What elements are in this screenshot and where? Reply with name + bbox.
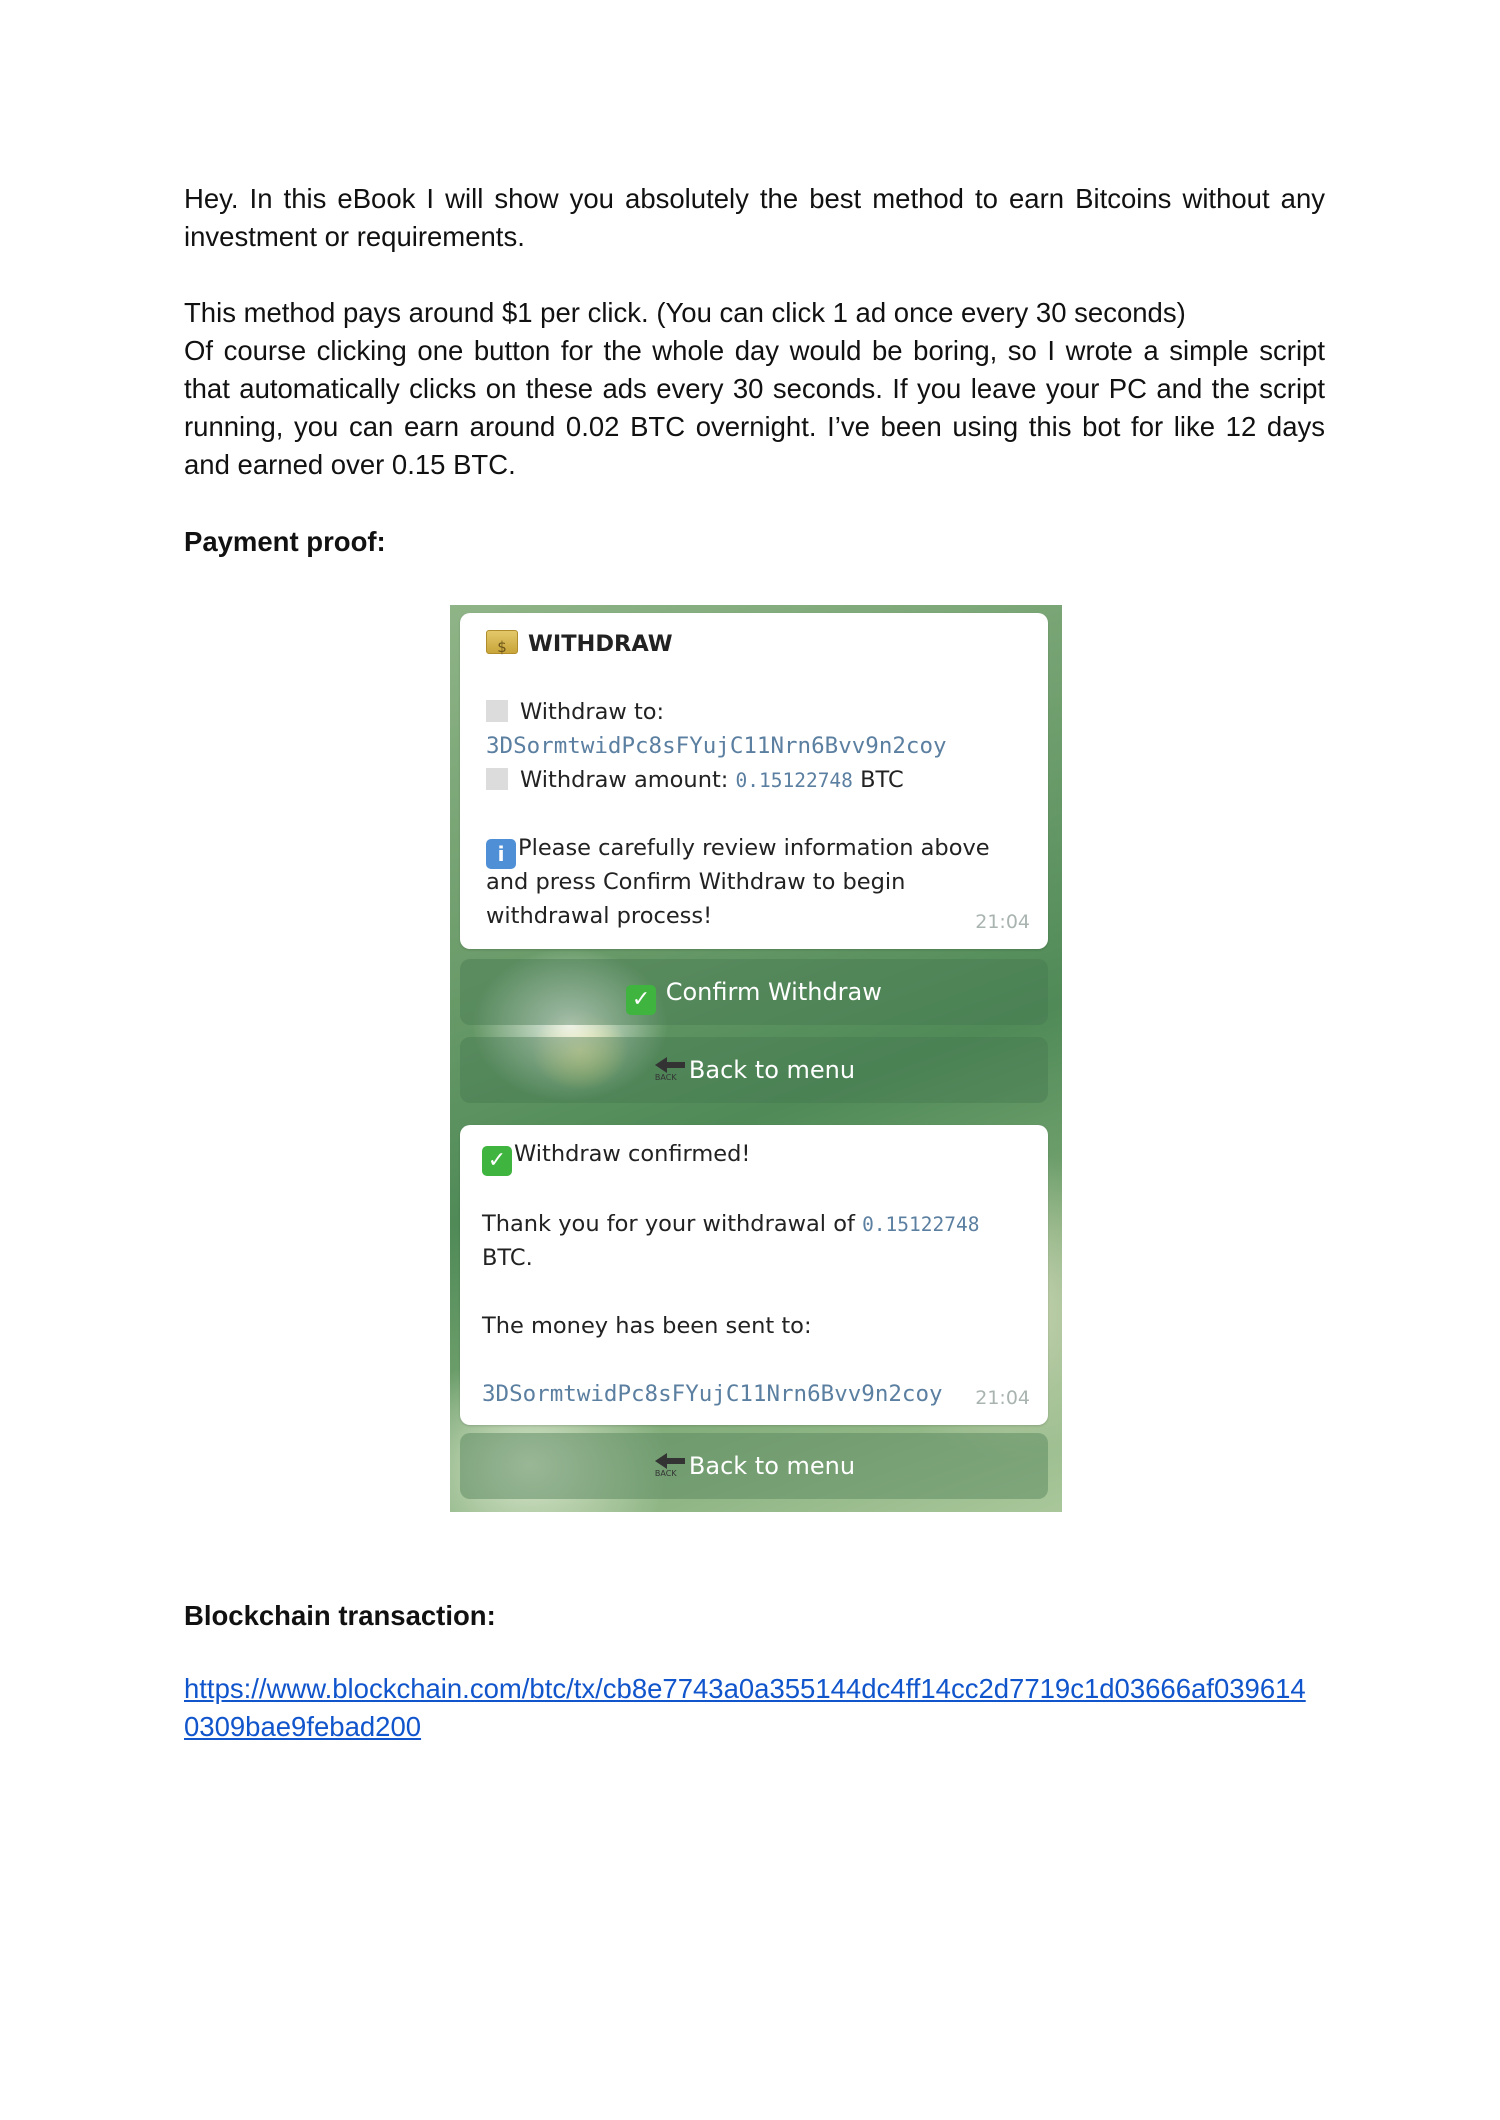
money-icon [486, 630, 518, 654]
info-icon: i [486, 839, 516, 869]
withdraw-amount-label: Withdraw amount: [520, 767, 729, 793]
link-line-1: https://www.blockchain.com/btc/tx/cb8e7743a0a355144dc4ff14cc2d7719c1d03666af039614 [184, 1673, 1306, 1704]
message-time: 21:04 [975, 1387, 1030, 1409]
sent-to-text: The money has been sent to: [482, 1313, 812, 1339]
withdraw-title: WITHDRAW [528, 631, 673, 657]
check-icon: ✓ [626, 985, 656, 1015]
method-line: that automatically clicks on these ads every 30 seconds. If you leave your PC and the script [184, 373, 1325, 404]
method-paragraph [184, 294, 1325, 484]
withdraw-address: 3DSormtwidPc8sFYujC11Nrn6Bvv9n2coy [486, 733, 947, 759]
intro-paragraph [184, 180, 1325, 256]
notice-text-2: and press Confirm Withdraw to begin [486, 869, 906, 895]
method-line: and earned over 0.15 BTC. [184, 449, 516, 480]
back-to-menu-label: Back to menu [688, 1452, 856, 1480]
message-time: 21:04 [975, 911, 1030, 933]
back-arrow-icon: BACK [653, 1054, 687, 1084]
checkbox-icon [486, 768, 508, 790]
payment-proof-heading: Payment proof: [184, 526, 386, 557]
notice-line [486, 833, 990, 869]
checkbox-icon [486, 700, 508, 722]
thanks-row [482, 1209, 979, 1240]
method-line: Of course clicking one button for the whole day would be boring, so I wrote a simple script [184, 335, 1325, 366]
back-to-menu-button[interactable] [460, 1037, 1048, 1103]
withdraw-title-row [486, 629, 673, 659]
thanks-amount: 0.15122748 [862, 1213, 980, 1236]
notice-text-3: withdrawal process! [486, 903, 713, 929]
withdraw-to-row [486, 697, 664, 727]
intro-line: investment or requirements. [184, 221, 525, 252]
withdraw-to-label: Withdraw to: [520, 699, 665, 725]
method-line: This method pays around $1 per click. (You can click 1 ad once every 30 seconds) [184, 297, 1186, 328]
check-icon: ✓ [482, 1146, 512, 1176]
intro-line: Hey. In this eBook I will show you absolutely the best method to earn Bitcoins without any [184, 183, 1325, 214]
blockchain-heading: Blockchain transaction: [184, 1600, 496, 1631]
withdraw-amount-unit: BTC [860, 767, 904, 793]
confirm-withdraw-label: Confirm Withdraw [665, 978, 882, 1006]
thanks-unit: BTC. [482, 1245, 533, 1271]
back-to-menu-label: Back to menu [688, 1056, 856, 1084]
blockchain-transaction-link[interactable] [184, 1673, 1306, 1742]
thanks-text: Thank you for your withdrawal of [482, 1211, 855, 1237]
back-arrow-icon: BACK [653, 1450, 687, 1480]
confirm-withdraw-button[interactable] [460, 959, 1048, 1025]
payment-proof-screenshot [450, 605, 1062, 1512]
withdraw-amount-value: 0.15122748 [735, 769, 853, 792]
link-line-2: 0309bae9febad200 [184, 1711, 422, 1742]
withdraw-message-bubble [460, 613, 1048, 949]
method-line: running, you can earn around 0.02 BTC overnight. I’ve been using this bot for like 12 days [184, 411, 1325, 442]
confirmed-title-row [482, 1139, 750, 1176]
sent-address: 3DSormtwidPc8sFYujC11Nrn6Bvv9n2coy [482, 1381, 943, 1407]
notice-text-1: Please carefully review information above [518, 835, 990, 861]
back-to-menu-button[interactable] [460, 1433, 1048, 1499]
withdraw-amount-row [486, 765, 904, 796]
confirmation-message-bubble [460, 1125, 1048, 1425]
confirmed-title: Withdraw confirmed! [514, 1141, 751, 1167]
blockchain-link-block [184, 1670, 1344, 1746]
